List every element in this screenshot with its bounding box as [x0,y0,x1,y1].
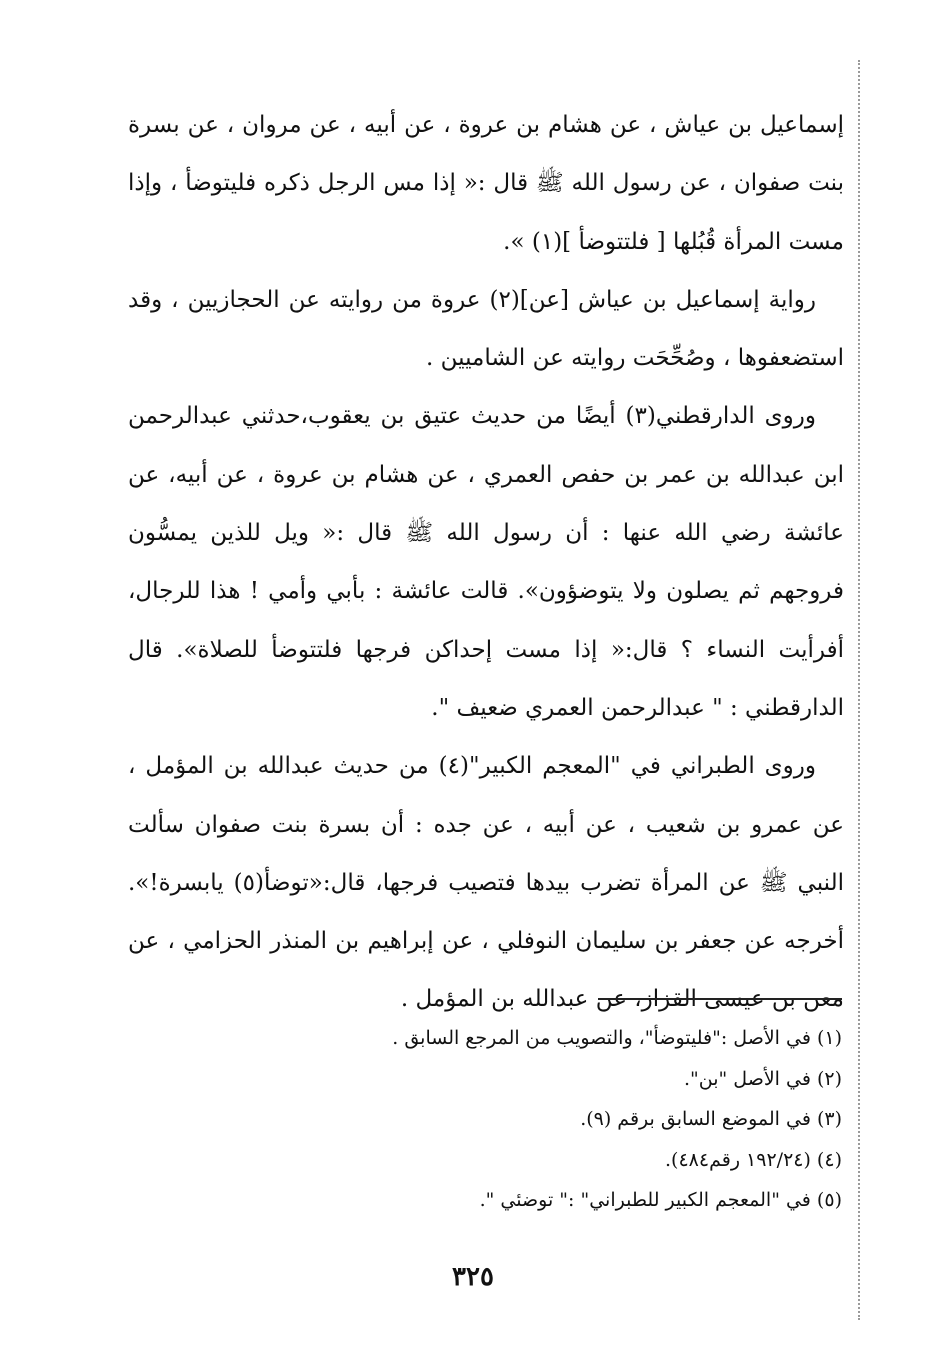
footnotes [300,1018,842,1221]
footnote-3: (٣) في الموضع السابق برقم (٩). [580,1108,842,1130]
footnote-5: (٥) في "المعجم الكبير للطبراني" :" توضئي ". [479,1189,842,1211]
main-text [128,96,844,1029]
page-edge-dots [858,60,860,1320]
paragraph-3: وروى الدارقطني(٣) أيضًا من حديث عتيق بن يعقوب،حدثني عبدالرحمن ابن عبدالله بن عمر بن حفص العمري ، عن هشام بن عروة ، عن أبيه، عن عائشة رضي الله عنها : أن رسول الله ﷺ قال :« ويل للذين يمسُّون فروجهم ثم يصلون ولا يتوضؤون». قالت عائشة : بأبي وأمي ! هذا للرجال، أفرأيت النساء ؟ قال:« إذا مست إحداكن فرجها فلتتوضأ للصلاة». قال الدارقطني : " عبدالرحمن العمري ضعيف ". [128,403,844,721]
footnote-separator [598,998,842,1000]
page-number: ٣٢٥ [452,1262,494,1292]
footnote-4: (٤) (١٩٢/٢٤ رقم٤٨٤). [665,1148,842,1171]
paragraph-2: رواية إسماعيل بن عياش [عن](٢) عروة من روايته عن الحجازيين ، وقد استضعفوها ، وصُحِّحَت روايته عن الشاميين . [128,286,844,372]
footnote-1: (١) في الأصل :"فليتوضأ"، والتصويب من المرجع السابق . [392,1027,842,1049]
paragraph-4: وروى الطبراني في "المعجم الكبير"(٤) من حديث عبدالله بن المؤمل ، عن عمرو بن شعيب ، عن أبيه ، عن جده : أن بسرة بنت صفوان سألت النبي ﷺ عن المرأة تضرب بيدها فتصيب فرجها، قال:«توضأ(٥) يابسرة!». أخرجه عن جعفر بن سليمان النوفلي ، عن إبراهيم بن المنذر الحزامي ، عن معن بن عيسى القزاز، عن عبدالله بن المؤمل . [128,753,844,1013]
footnote-2: (٢) في الأصل "بن". [684,1067,842,1090]
paragraph-1: إسماعيل بن عياش ، عن هشام بن عروة ، عن أبيه ، عن مروان ، عن بسرة بنت صفوان ، عن رسول الله ﷺ قال :« إذا مس الرجل ذكره فليتوضأ ، وإذا مست المرأة قُبُلها [ فلتتوضأ ](١) ». [128,112,844,255]
